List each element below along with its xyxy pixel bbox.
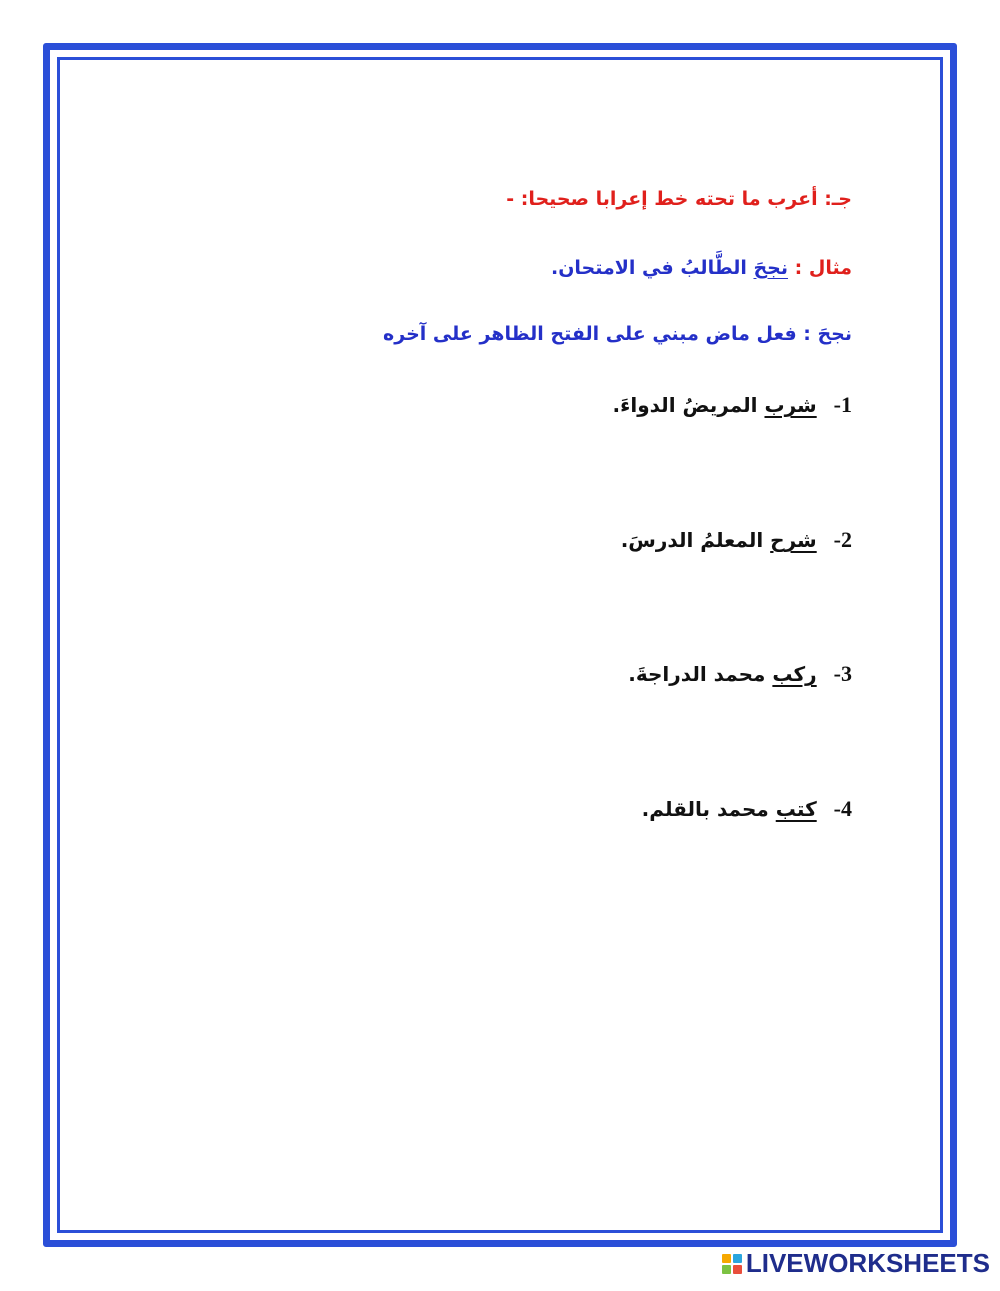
liveworksheets-logo bbox=[722, 1248, 990, 1279]
example-label: مثال : bbox=[794, 257, 852, 279]
worksheet-inner-border bbox=[57, 57, 943, 1233]
example-line bbox=[551, 257, 852, 279]
item-underlined-word: كتب bbox=[775, 797, 817, 821]
exercise-item-4 bbox=[642, 796, 852, 822]
example-sentence-rest: الطَّالبُ في الامتحان. bbox=[550, 257, 747, 279]
item-number: 1- bbox=[833, 392, 852, 417]
item-sentence-rest: محمد بالقلم. bbox=[641, 797, 769, 821]
example-underlined-word: نجحَ bbox=[753, 257, 789, 279]
exercise-item-1 bbox=[613, 392, 852, 418]
exercise-item-3 bbox=[628, 661, 852, 687]
item-number: 3- bbox=[833, 661, 852, 686]
item-sentence-rest: المريضُ الدواءَ. bbox=[612, 393, 758, 417]
liveworksheets-logo-icon bbox=[722, 1254, 742, 1274]
item-number: 4- bbox=[833, 796, 852, 821]
item-number: 2- bbox=[833, 527, 852, 552]
example-answer: نجحَ : فعل ماض مبني على الفتح الظاهر على آخره bbox=[383, 323, 852, 345]
logo-text: LIVEWORKSHEETS bbox=[745, 1248, 990, 1278]
instruction-heading: جـ: أعرب ما تحته خط إعرابا صحيحا: - bbox=[506, 188, 852, 210]
item-sentence-rest: محمد الدراجةَ. bbox=[628, 662, 766, 686]
item-underlined-word: شرب bbox=[764, 393, 817, 417]
item-sentence-rest: المعلمُ الدرسَ. bbox=[620, 528, 764, 552]
exercise-item-2 bbox=[621, 527, 852, 553]
item-underlined-word: شرح bbox=[770, 528, 817, 552]
item-underlined-word: ركب bbox=[772, 662, 817, 686]
